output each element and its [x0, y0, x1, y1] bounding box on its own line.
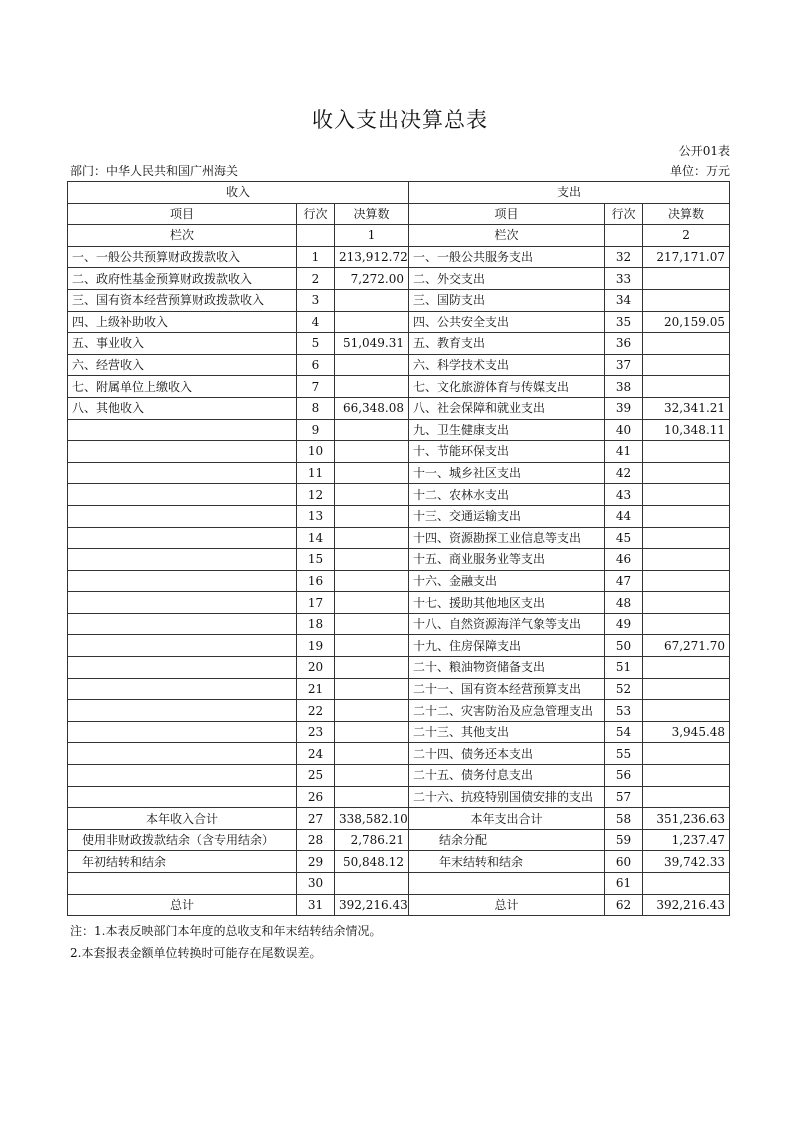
expense-item-cell: 二、外交支出: [409, 268, 605, 290]
page-title: 收入支出决算总表: [312, 108, 488, 132]
income-amount-cell: 51,049.31: [335, 333, 409, 355]
table-row: [68, 570, 730, 592]
expense-line-cell: 39: [605, 397, 643, 419]
income-item-cell: 本年收入合计: [68, 808, 297, 830]
expense-item-cell: 总计: [409, 894, 605, 916]
expense-item-cell: 一、一般公共服务支出: [409, 246, 605, 268]
total-row: [68, 873, 730, 895]
income-item-cell: [68, 700, 297, 722]
total-row: [68, 808, 730, 830]
income-line-cell: 27: [297, 808, 335, 830]
income-line-cell: 11: [297, 462, 335, 484]
expense-item-cell: 四、公共安全支出: [409, 311, 605, 333]
department-label: 部门：中华人民共和国广州海关: [70, 164, 239, 178]
income-line-header: 行次: [297, 203, 335, 225]
expense-item-cell: 二十三、其他支出: [409, 721, 605, 743]
note-line: 2.本套报表金额单位转换时可能存在尾数误差。: [70, 946, 322, 960]
income-item-cell: [68, 613, 297, 635]
table-row: [68, 678, 730, 700]
expense-amount-cell: 1,237.47: [643, 829, 730, 851]
expense-item-cell: 二十四、债务还本支出: [409, 743, 605, 765]
expense-item-cell: 十九、住房保障支出: [409, 635, 605, 657]
expense-item-cell: 十五、商业服务业等支出: [409, 549, 605, 571]
income-amount-cell: [335, 700, 409, 722]
expense-line-cell: 48: [605, 592, 643, 614]
income-amount-header: 决算数: [335, 203, 409, 225]
expense-line-cell: 49: [605, 613, 643, 635]
expense-amount-cell: [643, 678, 730, 700]
expense-item-cell: 十八、自然资源海洋气象等支出: [409, 613, 605, 635]
expense-item-cell: 五、教育支出: [409, 333, 605, 355]
table-row: [68, 592, 730, 614]
income-amount-cell: [335, 376, 409, 398]
income-amount-cell: [335, 743, 409, 765]
income-line-cell: 3: [297, 289, 335, 311]
expense-item-cell: 八、社会保障和就业支出: [409, 397, 605, 419]
income-col-blank: [297, 225, 335, 247]
expense-item-cell: 十、节能环保支出: [409, 441, 605, 463]
expense-amount-cell: [643, 354, 730, 376]
income-line-cell: 8: [297, 397, 335, 419]
expense-item-cell: 十一、城乡社区支出: [409, 462, 605, 484]
expense-amount-cell: [643, 441, 730, 463]
expense-amount-header: 决算数: [643, 203, 730, 225]
table-row: [68, 786, 730, 808]
income-amount-cell: [335, 505, 409, 527]
income-item-cell: [68, 484, 297, 506]
expense-amount-cell: 392,216.43: [643, 894, 730, 916]
income-amount-cell: [335, 527, 409, 549]
expense-amount-cell: [643, 505, 730, 527]
expense-item-cell: 年末结转和结余: [409, 851, 605, 873]
expense-amount-cell: [643, 613, 730, 635]
table-row: [68, 613, 730, 635]
income-line-cell: 13: [297, 505, 335, 527]
income-item-cell: 七、附属单位上缴收入: [68, 376, 297, 398]
income-line-cell: 10: [297, 441, 335, 463]
income-item-cell: [68, 505, 297, 527]
notes: [70, 920, 381, 964]
income-item-cell: 四、上级补助收入: [68, 311, 297, 333]
income-line-cell: 25: [297, 765, 335, 787]
expense-col-blank: [605, 225, 643, 247]
expense-amount-cell: [643, 592, 730, 614]
income-amount-cell: 338,582.10: [335, 808, 409, 830]
expense-amount-cell: 20,159.05: [643, 311, 730, 333]
expense-item-cell: 二十二、灾害防治及应急管理支出: [409, 700, 605, 722]
expense-item-cell: 结余分配: [409, 829, 605, 851]
expense-amount-cell: [643, 527, 730, 549]
table-row: [68, 354, 730, 376]
table-row: [68, 419, 730, 441]
expense-section-header: 支出: [409, 182, 730, 204]
expense-line-cell: 50: [605, 635, 643, 657]
expense-line-header: 行次: [605, 203, 643, 225]
income-amount-cell: [335, 721, 409, 743]
income-item-cell: 八、其他收入: [68, 397, 297, 419]
income-item-cell: [68, 657, 297, 679]
expense-line-cell: 42: [605, 462, 643, 484]
income-item-cell: [68, 441, 297, 463]
expense-item-cell: 本年支出合计: [409, 808, 605, 830]
income-item-cell: [68, 873, 297, 895]
expense-amount-cell: 32,341.21: [643, 397, 730, 419]
income-line-cell: 30: [297, 873, 335, 895]
income-line-cell: 24: [297, 743, 335, 765]
income-amount-cell: 66,348.08: [335, 397, 409, 419]
income-amount-cell: 7,272.00: [335, 268, 409, 290]
expense-line-cell: 61: [605, 873, 643, 895]
table-row: [68, 549, 730, 571]
expense-item-cell: 二十六、抗疫特别国债安排的支出: [409, 786, 605, 808]
income-item-cell: [68, 527, 297, 549]
income-item-cell: [68, 592, 297, 614]
note-line: 注：1.本表反映部门本年度的总收支和年末结转结余情况。: [70, 924, 382, 938]
expense-amount-cell: 67,271.70: [643, 635, 730, 657]
income-amount-cell: [335, 549, 409, 571]
expense-item-cell: 七、文化旅游体育与传媒支出: [409, 376, 605, 398]
table-row: [68, 246, 730, 268]
expense-col-label: 栏次: [409, 225, 605, 247]
expense-amount-cell: [643, 765, 730, 787]
income-item-cell: 六、经营收入: [68, 354, 297, 376]
income-line-cell: 5: [297, 333, 335, 355]
expense-item-cell: 九、卫生健康支出: [409, 419, 605, 441]
income-amount-cell: [335, 678, 409, 700]
income-expense-table: [67, 181, 730, 916]
expense-line-cell: 60: [605, 851, 643, 873]
expense-line-cell: 40: [605, 419, 643, 441]
income-item-cell: 使用非财政拨款结余（含专用结余）: [68, 829, 297, 851]
income-line-cell: 31: [297, 894, 335, 916]
income-amount-cell: [335, 592, 409, 614]
income-item-cell: [68, 743, 297, 765]
expense-item-cell: 三、国防支出: [409, 289, 605, 311]
expense-amount-cell: 3,945.48: [643, 721, 730, 743]
income-amount-cell: 50,848.12: [335, 851, 409, 873]
income-amount-cell: [335, 289, 409, 311]
income-item-cell: 年初结转和结余: [68, 851, 297, 873]
expense-amount-cell: [643, 570, 730, 592]
income-item-cell: [68, 419, 297, 441]
income-line-cell: 4: [297, 311, 335, 333]
income-amount-cell: [335, 354, 409, 376]
form-number: 公开01表: [678, 144, 730, 158]
expense-amount-cell: 10,348.11: [643, 419, 730, 441]
expense-line-cell: 43: [605, 484, 643, 506]
section-header-row: [68, 182, 730, 204]
income-amount-cell: [335, 570, 409, 592]
income-item-cell: 三、国有资本经营预算财政拨款收入: [68, 289, 297, 311]
income-amount-cell: [335, 657, 409, 679]
income-line-cell: 17: [297, 592, 335, 614]
table-row: [68, 462, 730, 484]
expense-amount-cell: 39,742.33: [643, 851, 730, 873]
expense-line-cell: 58: [605, 808, 643, 830]
total-row: [68, 829, 730, 851]
table-row: [68, 268, 730, 290]
table-row: [68, 700, 730, 722]
expense-amount-cell: [643, 873, 730, 895]
table-row: [68, 527, 730, 549]
income-line-cell: 12: [297, 484, 335, 506]
table-row: [68, 505, 730, 527]
table-row: [68, 376, 730, 398]
income-item-cell: [68, 570, 297, 592]
income-line-cell: 26: [297, 786, 335, 808]
expense-line-cell: 54: [605, 721, 643, 743]
income-item-cell: 一、一般公共预算财政拨款收入: [68, 246, 297, 268]
income-col-number: 1: [335, 225, 409, 247]
income-item-cell: [68, 721, 297, 743]
income-section-header: 收入: [68, 182, 409, 204]
expense-item-cell: 六、科学技术支出: [409, 354, 605, 376]
expense-line-cell: 37: [605, 354, 643, 376]
income-item-cell: [68, 678, 297, 700]
total-row: [68, 851, 730, 873]
unit-label: 单位：万元: [669, 164, 730, 178]
income-amount-cell: [335, 484, 409, 506]
expense-amount-cell: [643, 786, 730, 808]
income-amount-cell: [335, 613, 409, 635]
table-row: [68, 484, 730, 506]
expense-line-cell: 41: [605, 441, 643, 463]
income-item-cell: [68, 635, 297, 657]
expense-item-cell: 二十、粮油物资储备支出: [409, 657, 605, 679]
table-row: [68, 743, 730, 765]
income-amount-cell: [335, 311, 409, 333]
expense-line-cell: 53: [605, 700, 643, 722]
expense-amount-cell: [643, 376, 730, 398]
expense-line-cell: 47: [605, 570, 643, 592]
expense-item-cell: 二十一、国有资本经营预算支出: [409, 678, 605, 700]
income-amount-cell: 392,216.43: [335, 894, 409, 916]
expense-item-cell: 十三、交通运输支出: [409, 505, 605, 527]
table-row: [68, 765, 730, 787]
expense-amount-cell: [643, 700, 730, 722]
income-item-header: 项目: [68, 203, 297, 225]
expense-line-cell: 62: [605, 894, 643, 916]
expense-item-header: 项目: [409, 203, 605, 225]
income-amount-cell: [335, 441, 409, 463]
income-line-cell: 2: [297, 268, 335, 290]
expense-line-cell: 34: [605, 289, 643, 311]
expense-line-cell: 56: [605, 765, 643, 787]
total-row: [68, 894, 730, 916]
expense-line-cell: 44: [605, 505, 643, 527]
expense-amount-cell: [643, 657, 730, 679]
income-line-cell: 19: [297, 635, 335, 657]
income-amount-cell: 2,786.21: [335, 829, 409, 851]
expense-amount-cell: [643, 549, 730, 571]
expense-line-cell: 46: [605, 549, 643, 571]
expense-amount-cell: [643, 268, 730, 290]
expense-amount-cell: [643, 289, 730, 311]
expense-line-cell: 51: [605, 657, 643, 679]
table-row: [68, 311, 730, 333]
expense-line-cell: 59: [605, 829, 643, 851]
income-line-cell: 9: [297, 419, 335, 441]
expense-col-number: 2: [643, 225, 730, 247]
income-amount-cell: [335, 873, 409, 895]
expense-line-cell: 36: [605, 333, 643, 355]
income-line-cell: 23: [297, 721, 335, 743]
income-line-cell: 6: [297, 354, 335, 376]
income-amount-cell: [335, 419, 409, 441]
expense-line-cell: 45: [605, 527, 643, 549]
table-row: [68, 441, 730, 463]
income-item-cell: 总计: [68, 894, 297, 916]
expense-amount-cell: 351,236.63: [643, 808, 730, 830]
income-line-cell: 21: [297, 678, 335, 700]
income-item-cell: 二、政府性基金预算财政拨款收入: [68, 268, 297, 290]
income-amount-cell: [335, 462, 409, 484]
expense-amount-cell: [643, 743, 730, 765]
income-line-cell: 14: [297, 527, 335, 549]
column-header-row: [68, 203, 730, 225]
income-item-cell: [68, 765, 297, 787]
income-line-cell: 7: [297, 376, 335, 398]
income-amount-cell: 213,912.72: [335, 246, 409, 268]
table-row: [68, 289, 730, 311]
table-row: [68, 721, 730, 743]
expense-line-cell: 57: [605, 786, 643, 808]
table-row: [68, 657, 730, 679]
income-line-cell: 29: [297, 851, 335, 873]
income-amount-cell: [335, 635, 409, 657]
expense-item-cell: [409, 873, 605, 895]
expense-line-cell: 35: [605, 311, 643, 333]
table-row: [68, 635, 730, 657]
expense-line-cell: 55: [605, 743, 643, 765]
expense-line-cell: 38: [605, 376, 643, 398]
income-line-cell: 22: [297, 700, 335, 722]
income-line-cell: 18: [297, 613, 335, 635]
income-line-cell: 28: [297, 829, 335, 851]
table-row: [68, 333, 730, 355]
income-line-cell: 20: [297, 657, 335, 679]
expense-line-cell: 52: [605, 678, 643, 700]
expense-line-cell: 33: [605, 268, 643, 290]
income-amount-cell: [335, 786, 409, 808]
expense-amount-cell: [643, 484, 730, 506]
income-line-cell: 15: [297, 549, 335, 571]
expense-amount-cell: 217,171.07: [643, 246, 730, 268]
income-col-label: 栏次: [68, 225, 297, 247]
income-item-cell: [68, 462, 297, 484]
expense-amount-cell: [643, 462, 730, 484]
expense-item-cell: 十六、金融支出: [409, 570, 605, 592]
income-item-cell: [68, 786, 297, 808]
expense-item-cell: 十二、农林水支出: [409, 484, 605, 506]
income-line-cell: 16: [297, 570, 335, 592]
income-line-cell: 1: [297, 246, 335, 268]
column-index-row: [68, 225, 730, 247]
expense-amount-cell: [643, 333, 730, 355]
expense-item-cell: 十七、援助其他地区支出: [409, 592, 605, 614]
expense-line-cell: 32: [605, 246, 643, 268]
table-row: [68, 397, 730, 419]
expense-item-cell: 二十五、债务付息支出: [409, 765, 605, 787]
income-item-cell: 五、事业收入: [68, 333, 297, 355]
income-item-cell: [68, 549, 297, 571]
expense-item-cell: 十四、资源勘探工业信息等支出: [409, 527, 605, 549]
income-amount-cell: [335, 765, 409, 787]
